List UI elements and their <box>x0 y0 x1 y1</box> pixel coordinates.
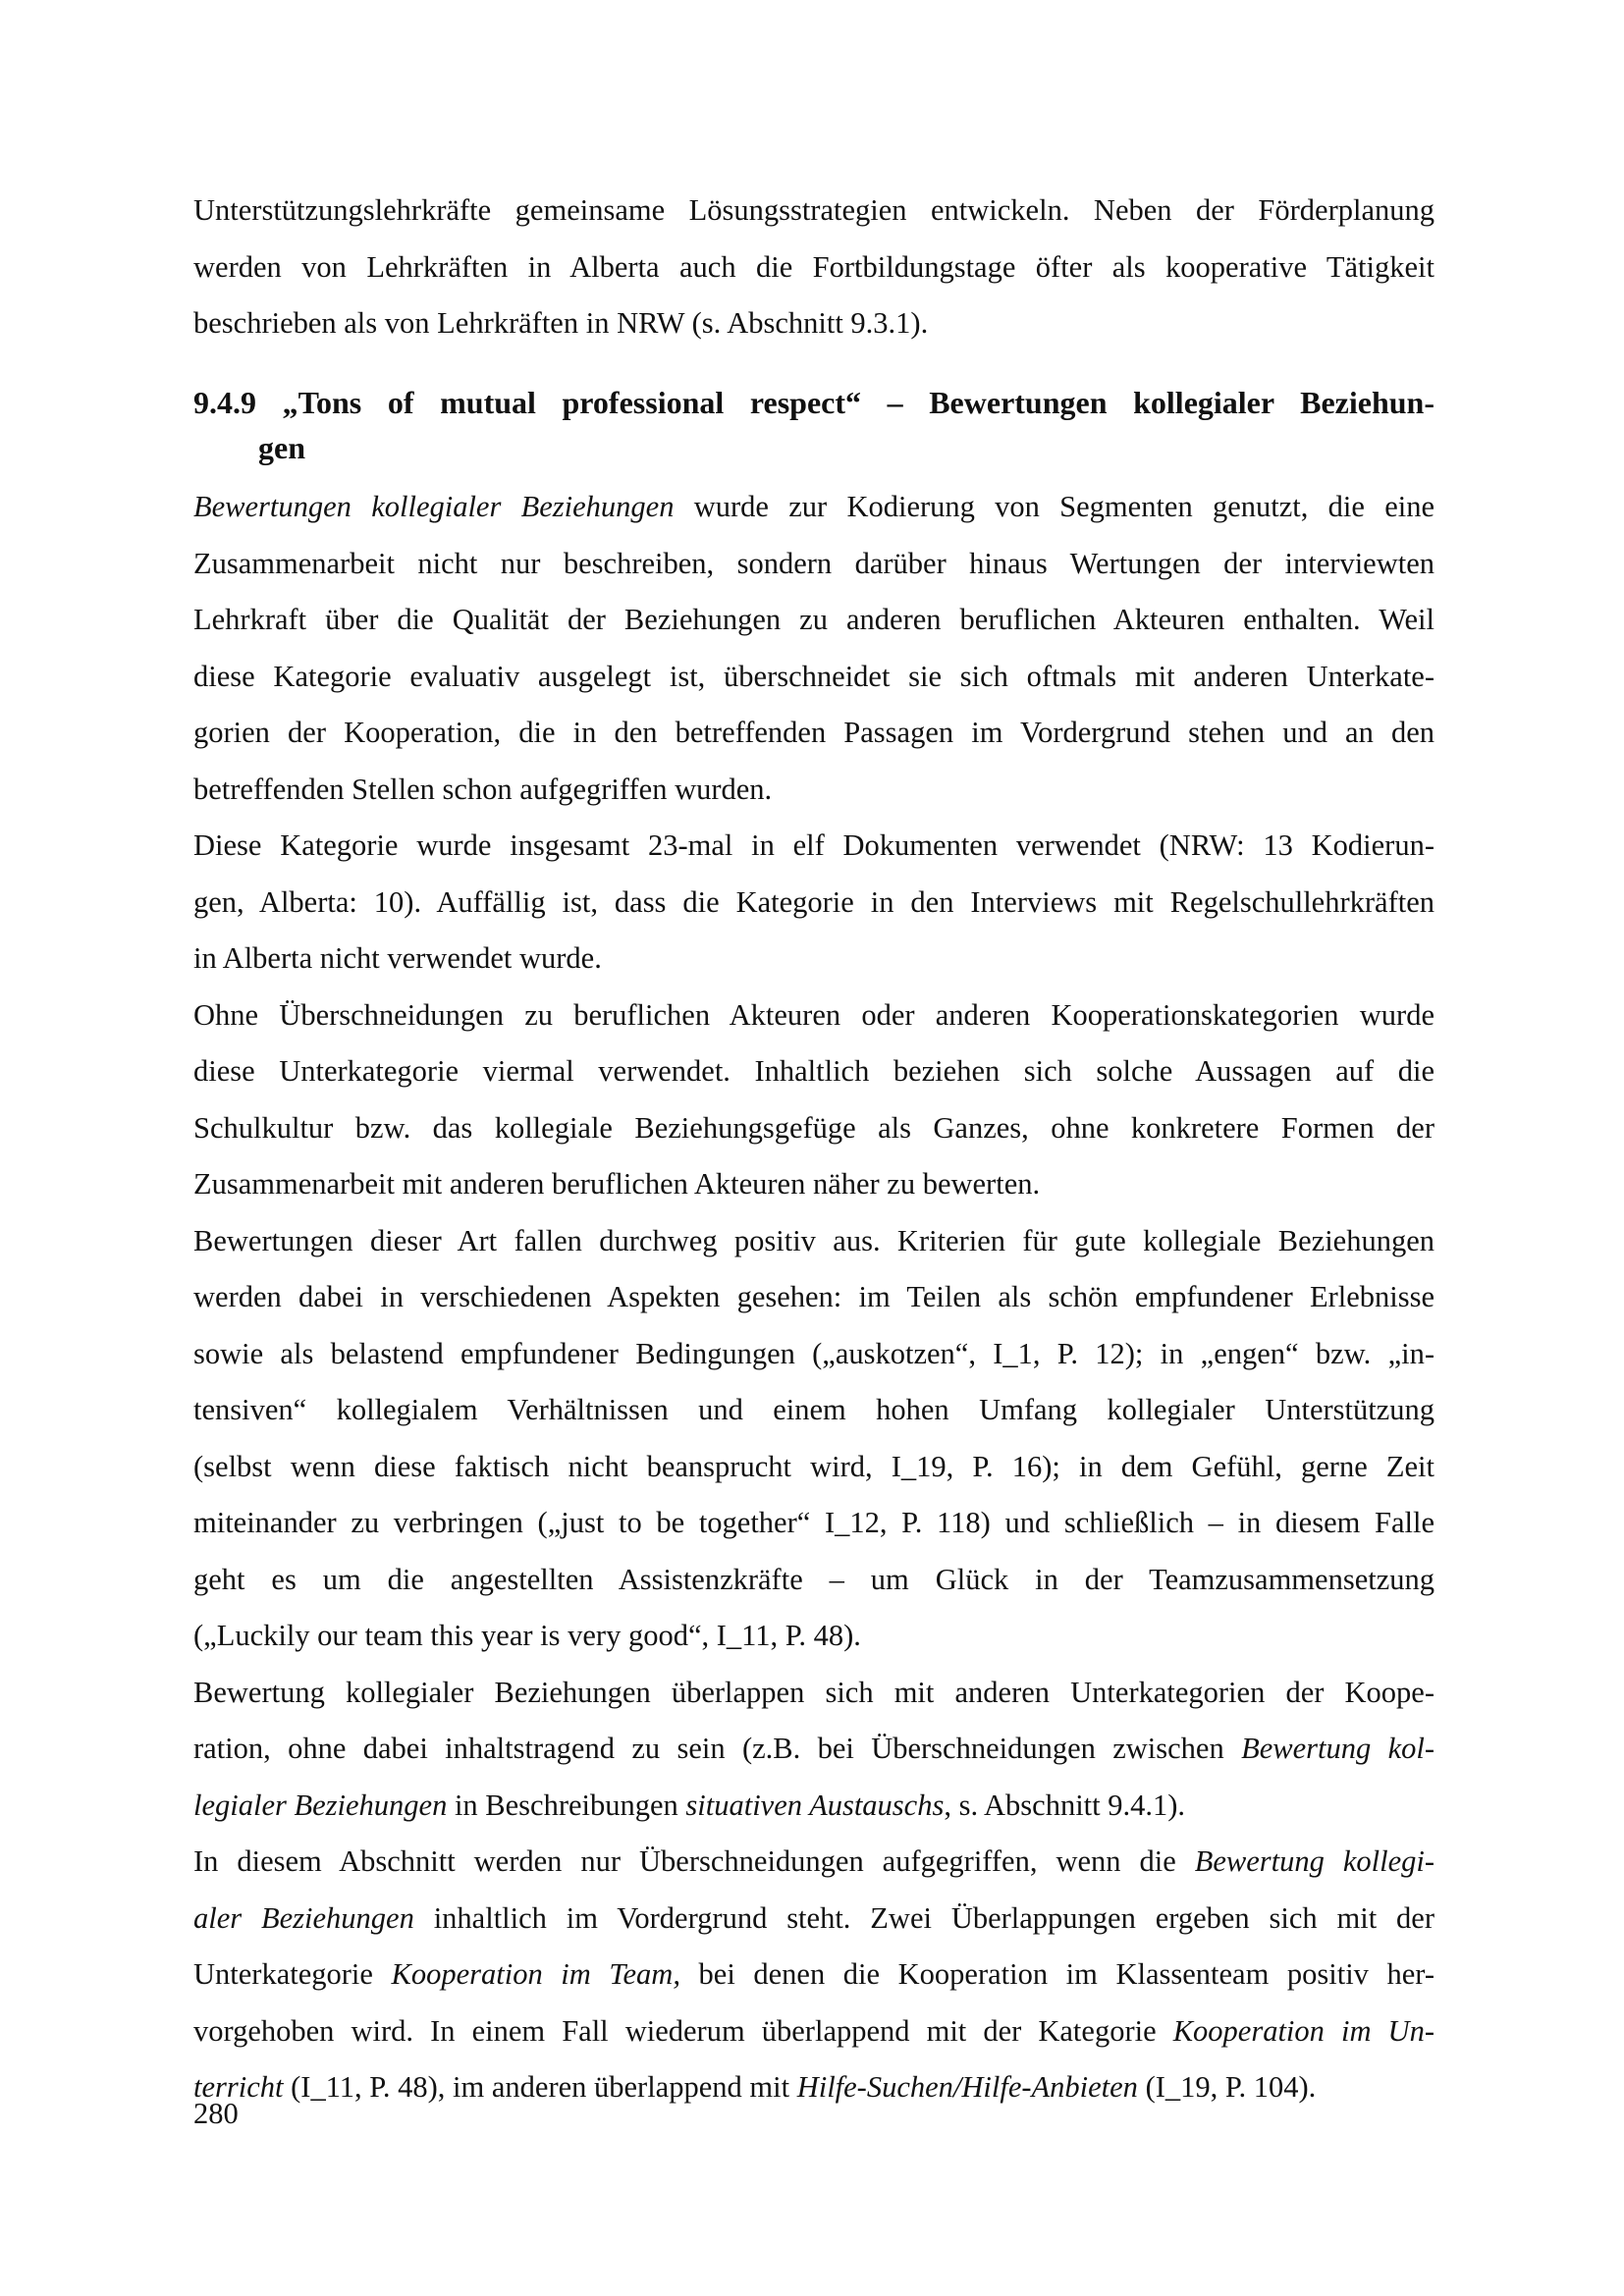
text-run: Unterstützungslehrkräfte gemeinsame Lösungsstrategien entwickeln. Neben der Förderplanung <box>193 193 1435 227</box>
text-run: werden von Lehrkräften in Alberta auch die Fortbildungstage öfter als kooperative Tätigkeit <box>193 249 1435 284</box>
italic-term: situativen Austauschs <box>685 1788 945 1822</box>
text-line <box>193 705 1435 762</box>
text-run: in Alberta nicht verwendet wurde. <box>193 941 602 975</box>
text-line <box>193 875 1435 932</box>
text-line <box>193 649 1435 706</box>
text-line <box>193 1778 1435 1835</box>
text-run: diese Unterkategorie viermal verwendet. Inhaltlich beziehen sich solche Aussagen auf die <box>193 1054 1435 1088</box>
italic-term: aler Beziehungen <box>193 1900 414 1935</box>
italic-term: Hilfe-Suchen/Hilfe-Anbieten <box>796 2070 1138 2104</box>
text-line <box>193 988 1435 1044</box>
italic-term: Bewertungen kollegialer Beziehungen <box>193 490 675 523</box>
text-run: In diesem Abschnitt werden nur Überschneidungen aufgegriffen, wenn die <box>193 1844 1195 1878</box>
text-run: Bewertung kollegialer Beziehungen überlappen sich mit anderen Unterkategorien der Koope- <box>193 1675 1435 1709</box>
text-run: ration, ohne dabei inhaltstragend zu sein (z.B. bei Überschneidungen zwischen <box>193 1732 1242 1765</box>
text-line <box>193 1439 1435 1496</box>
text-run: Bewertungen dieser Art fallen durchweg positiv aus. Kriterien für gute kollegiale Beziehungen <box>193 1223 1435 1257</box>
text-line <box>193 1721 1435 1778</box>
paragraph <box>193 1665 1435 1835</box>
text-line <box>193 1665 1435 1722</box>
paragraph <box>193 988 1435 1213</box>
text-run: diese Kategorie evaluativ ausgelegt ist, überschneidet sie sich oftmals mit anderen Unterkate- <box>193 659 1435 693</box>
text-line <box>193 931 1435 988</box>
italic-term: legialer Beziehungen <box>193 1788 448 1822</box>
text-run: betreffenden Stellen schon aufgegriffen wurden. <box>193 772 773 806</box>
text-line <box>193 295 1435 352</box>
page-number: 280 <box>193 2097 239 2130</box>
text-run: tensiven“ kollegialem Verhältnissen und einem hohen Umfang kollegialer Unterstützung <box>193 1393 1435 1426</box>
text-run: werden dabei in verschiedenen Aspekten gesehen: im Teilen als schön empfundener Erlebnisse <box>193 1280 1435 1313</box>
text-run: gen, Alberta: 10). Auffällig ist, dass die Kategorie in den Interviews mit Regelschullehrkräften <box>193 884 1435 919</box>
text-line <box>193 1495 1435 1552</box>
text-run: (I_11, P. 48), im anderen überlappend mit <box>283 2070 797 2104</box>
text-line <box>193 479 1435 536</box>
text-run: („Luckily our team this year is very good“, I_11, P. 48). <box>193 1619 861 1652</box>
italic-term: terricht <box>193 2070 284 2104</box>
heading-line-1: 9.4.9 „Tons of mutual professional respect“ – Bewertungen kollegialer Beziehun- <box>193 385 1435 420</box>
text-run: , s. Abschnitt 9.4.1). <box>944 1788 1186 1822</box>
text-line <box>193 1213 1435 1270</box>
text-run: vorgehoben wird. In einem Fall wiederum überlappend mit der Kategorie <box>193 2013 1173 2048</box>
text-run: sowie als belastend empfundener Bedingungen („auskotzen“, I_1, P. 12); in „engen“ bzw. „in- <box>193 1336 1435 1370</box>
text-line <box>193 1947 1435 2003</box>
text-line <box>193 536 1435 593</box>
text-line <box>193 2059 1435 2116</box>
text-run: wurde zur Kodierung von Segmenten genutzt, die eine <box>674 490 1435 523</box>
text-line <box>193 240 1435 296</box>
text-line <box>193 1326 1435 1383</box>
text-run: Diese Kategorie wurde insgesamt 23-mal in elf Dokumenten verwendet (NRW: 13 Kodierun- <box>193 828 1435 862</box>
text-run: bei denen die Kooperation im Klassenteam positiv her- <box>679 1957 1435 1991</box>
text-run: Ohne Überschneidungen zu beruflichen Akteuren oder anderen Kooperationskategorien wurde <box>193 997 1435 1032</box>
text-run: inhaltlich im Vordergrund steht. Zwei Überlappungen ergeben sich mit der <box>413 1900 1435 1935</box>
body-text <box>193 479 1435 2116</box>
section-heading <box>193 380 1435 470</box>
text-line <box>193 592 1435 649</box>
text-line <box>193 1100 1435 1157</box>
text-run: (selbst wenn diese faktisch nicht beansprucht wird, I_19, P. 16); in dem Gefühl, gerne Zeit <box>193 1449 1435 1483</box>
text-line <box>193 183 1435 240</box>
text-line <box>193 1156 1435 1213</box>
text-run: Zusammenarbeit nicht nur beschreiben, sondern darüber hinaus Wertungen der interviewten <box>193 546 1435 580</box>
text-line <box>193 1834 1435 1891</box>
text-run: Zusammenarbeit mit anderen beruflichen Akteuren näher zu bewerten. <box>193 1167 1041 1201</box>
text-line <box>193 1891 1435 1948</box>
text-run: (I_19, P. 104). <box>1137 2070 1317 2104</box>
italic-term: Bewertung kol- <box>1241 1732 1435 1765</box>
text-run: Schulkultur bzw. das kollegiale Beziehungsgefüge als Ganzes, ohne konkretere Formen der <box>193 1110 1435 1145</box>
text-run: geht es um die angestellten Assistenzkräfte – um Glück in der Teamzusammensetzung <box>193 1562 1435 1596</box>
paragraph <box>193 479 1435 818</box>
italic-term: Kooperation im Team, <box>391 1957 680 1991</box>
text-line <box>193 1043 1435 1100</box>
paragraph <box>193 1213 1435 1665</box>
text-line <box>193 818 1435 875</box>
text-line <box>193 762 1435 819</box>
text-line <box>193 1552 1435 1609</box>
paragraph <box>193 818 1435 988</box>
text-run: beschrieben als von Lehrkräften in NRW (s. Abschnitt 9.3.1). <box>193 306 929 340</box>
italic-term: Kooperation im Un- <box>1172 2013 1435 2048</box>
text-run: Lehrkraft über die Qualität der Beziehungen zu anderen beruflichen Akteuren enthalten. Weil <box>193 603 1435 636</box>
text-run: Unterkategorie <box>193 1957 392 1991</box>
heading-line-2: gen <box>258 430 305 465</box>
text-line <box>193 1608 1435 1665</box>
text-line <box>193 1269 1435 1326</box>
intro-paragraph <box>193 183 1435 352</box>
italic-term: Bewertung kollegi- <box>1194 1844 1435 1878</box>
text-run: gorien der Kooperation, die in den betreffenden Passagen im Vordergrund stehen und an den <box>193 716 1435 749</box>
text-run: in Beschreibungen <box>447 1788 686 1822</box>
paragraph <box>193 1834 1435 2116</box>
text-run: miteinander zu verbringen („just to be together“ I_12, P. 118) und schließlich – in diesem Falle <box>193 1506 1435 1539</box>
text-line <box>193 1382 1435 1439</box>
text-line <box>193 2003 1435 2060</box>
